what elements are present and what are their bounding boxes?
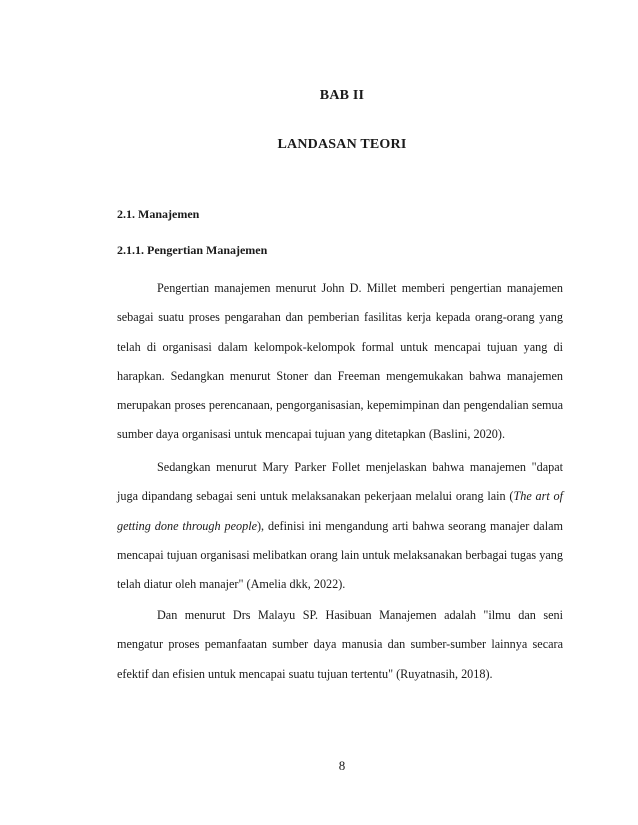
section-title: LANDASAN TEORI: [277, 137, 407, 152]
paragraph-1: [117, 274, 563, 450]
page-number: 8: [338, 758, 346, 773]
paragraph-3-text: Dan menurut Drs Malayu SP. Hasibuan Manajemen adalah "ilmu dan seni mengatur proses pemanfaatan sumber daya manusia dan sumber-sumber lainnya secara efektif dan efisien untuk mencapai suatu tujuan tertentu" (Ruyatnasih, 2018).: [117, 608, 563, 681]
subsection-heading-manajemen: 2.1. Manajemen: [117, 207, 200, 221]
paragraph-1-text: Pengertian manajemen menurut John D. Millet memberi pengertian manajemen sebagai suatu proses pengarahan dan pemberian fasilitas kerja kepada orang-orang yang telah di organisasi dalam kelompok-kelompok formal untuk mencapai tujuan yang di harapkan. Sedangkan menurut Stoner dan Freeman mengemukakan bahwa manajemen merupakan proses perencanaan, pengorganisasian, kepemimpinan dan pengendalian semua sumber daya organisasi untuk mencapai tujuan yang ditetapkan (Baslini, 2020).: [117, 281, 563, 442]
subsection-heading-pengertian: 2.1.1. Pengertian Manajemen: [117, 243, 268, 257]
paragraph-3: [117, 601, 563, 689]
paragraph-2: [117, 453, 563, 599]
paragraph-2-text-after: ), definisi ini mengandung arti bahwa seorang manajer dalam mencapai tujuan organisasi melibatkan orang lain untuk melaksanakan berbagai tugas yang telah diatur oleh manajer" (Amelia dkk, 2022).: [117, 518, 563, 592]
paragraph-2-text-before: Sedangkan menurut Mary Parker Follet menjelaskan bahwa manajemen "dapat juga dipandang sebagai seni untuk melaksanakan pekerjaan melalui orang lain (: [117, 460, 563, 504]
paragraph-2-italic-text: The art of getting done through people: [117, 489, 564, 533]
chapter-title: BAB II: [319, 88, 365, 103]
